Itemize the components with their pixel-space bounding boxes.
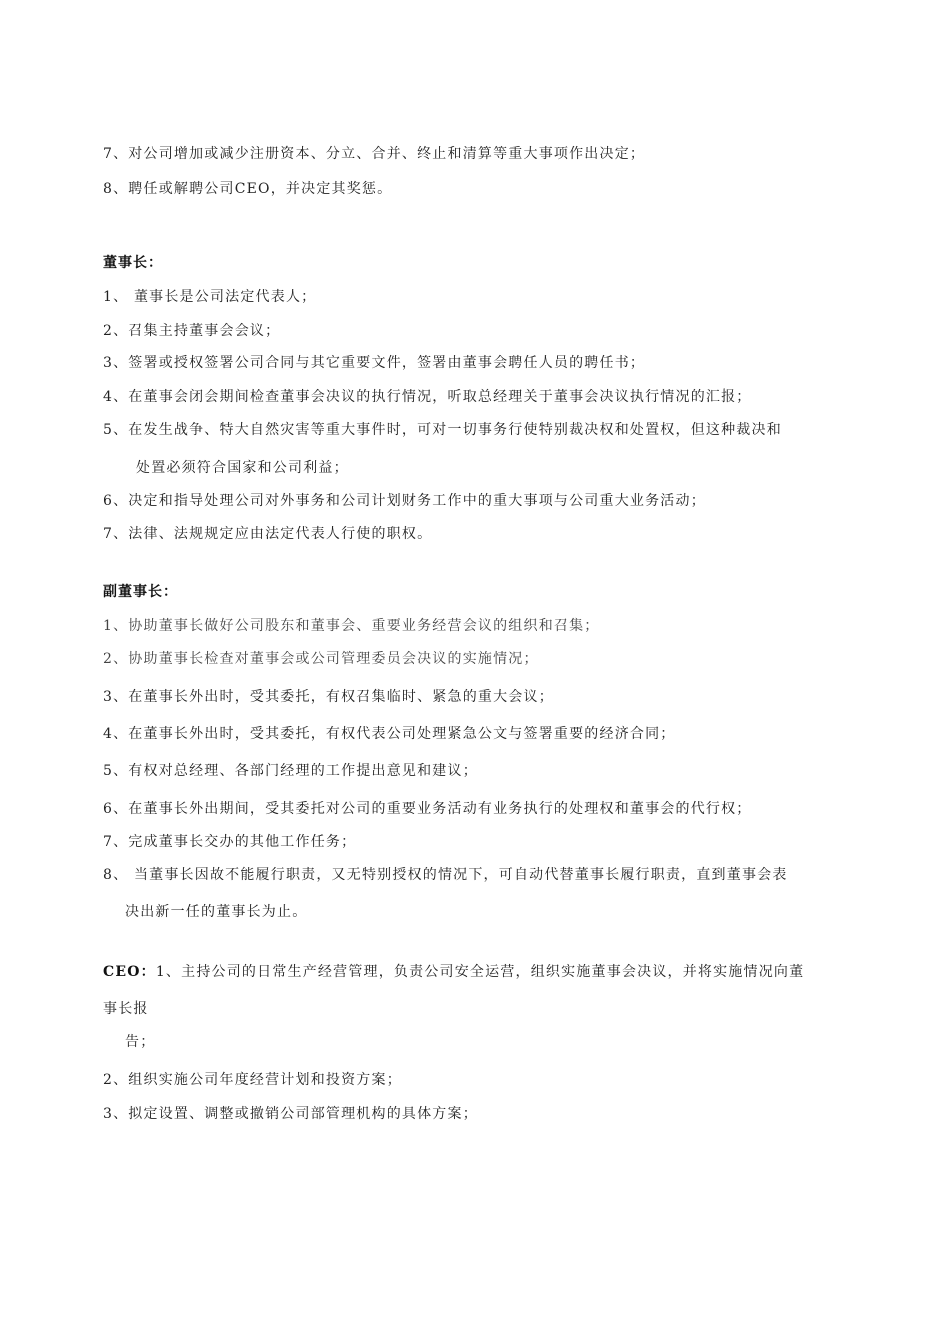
list-item-continuation: 决出新一任的董事长为止。 (125, 904, 308, 920)
section-heading-chairman: 董事长： (103, 255, 163, 271)
list-item: 7、对公司增加或减少注册资本、分立、合并、终止和清算等重大事项作出决定； (103, 146, 646, 162)
list-item: 8、 当董事长因故不能履行职责，又无特别授权的情况下，可自动代替董事长履行职责，直到董事会表 (103, 867, 788, 883)
list-item-continuation: 告； (125, 1034, 156, 1050)
ceo-first-line (103, 963, 804, 981)
list-item: 6、在董事长外出期间，受其委托对公司的重要业务活动有业务执行的处理权和董事会的代行权； (103, 801, 752, 817)
list-item: 3、在董事长外出时，受其委托，有权召集临时、紧急的重大会议； (103, 689, 554, 705)
list-item: 1、 董事长是公司法定代表人； (103, 289, 317, 305)
list-item: 3、签署或授权签署公司合同与其它重要文件，签署由董事会聘任人员的聘任书； (103, 355, 646, 371)
list-item: 5、有权对总经理、各部门经理的工作提出意见和建议； (103, 763, 478, 779)
list-item: 8、聘任或解聘公司CEO，并决定其奖惩。 (103, 181, 393, 197)
list-item-continuation: 处置必须符合国家和公司利益； (136, 460, 349, 476)
list-item: 2、协助董事长检查对董事会或公司管理委员会决议的实施情况； (103, 651, 539, 667)
list-item: 1、主持公司的日常生产经营管理，负责公司安全运营，组织实施董事会决议，并将实施情况向董 (155, 964, 805, 980)
list-item: 5、在发生战争、特大自然灾害等重大事件时，可对一切事务行使特别裁决权和处置权，但这种裁决和 (103, 422, 782, 438)
list-item: 2、组织实施公司年度经营计划和投资方案； (103, 1072, 402, 1088)
section-heading-vice-chairman: 副董事长： (103, 584, 178, 600)
list-item: 4、在董事会闭会期间检查董事会决议的执行情况，听取总经理关于董事会决议执行情况的汇报； (103, 389, 752, 405)
list-item: 2、召集主持董事会会议； (103, 323, 281, 339)
section-heading-ceo: CEO： (103, 964, 156, 980)
list-item: 7、完成董事长交办的其他工作任务； (103, 834, 357, 850)
list-item-continuation: 事长报 (103, 1001, 149, 1017)
list-item: 6、决定和指导处理公司对外事务和公司计划财务工作中的重大事项与公司重大业务活动； (103, 493, 706, 509)
list-item: 7、法律、法规规定应由法定代表人行使的职权。 (103, 526, 433, 542)
list-item: 4、在董事长外出时，受其委托，有权代表公司处理紧急公文与签署重要的经济合同； (103, 726, 676, 742)
list-item: 1、协助董事长做好公司股东和董事会、重要业务经营会议的组织和召集； (103, 618, 600, 634)
list-item: 3、拟定设置、调整或撤销公司部管理机构的具体方案； (103, 1106, 478, 1122)
